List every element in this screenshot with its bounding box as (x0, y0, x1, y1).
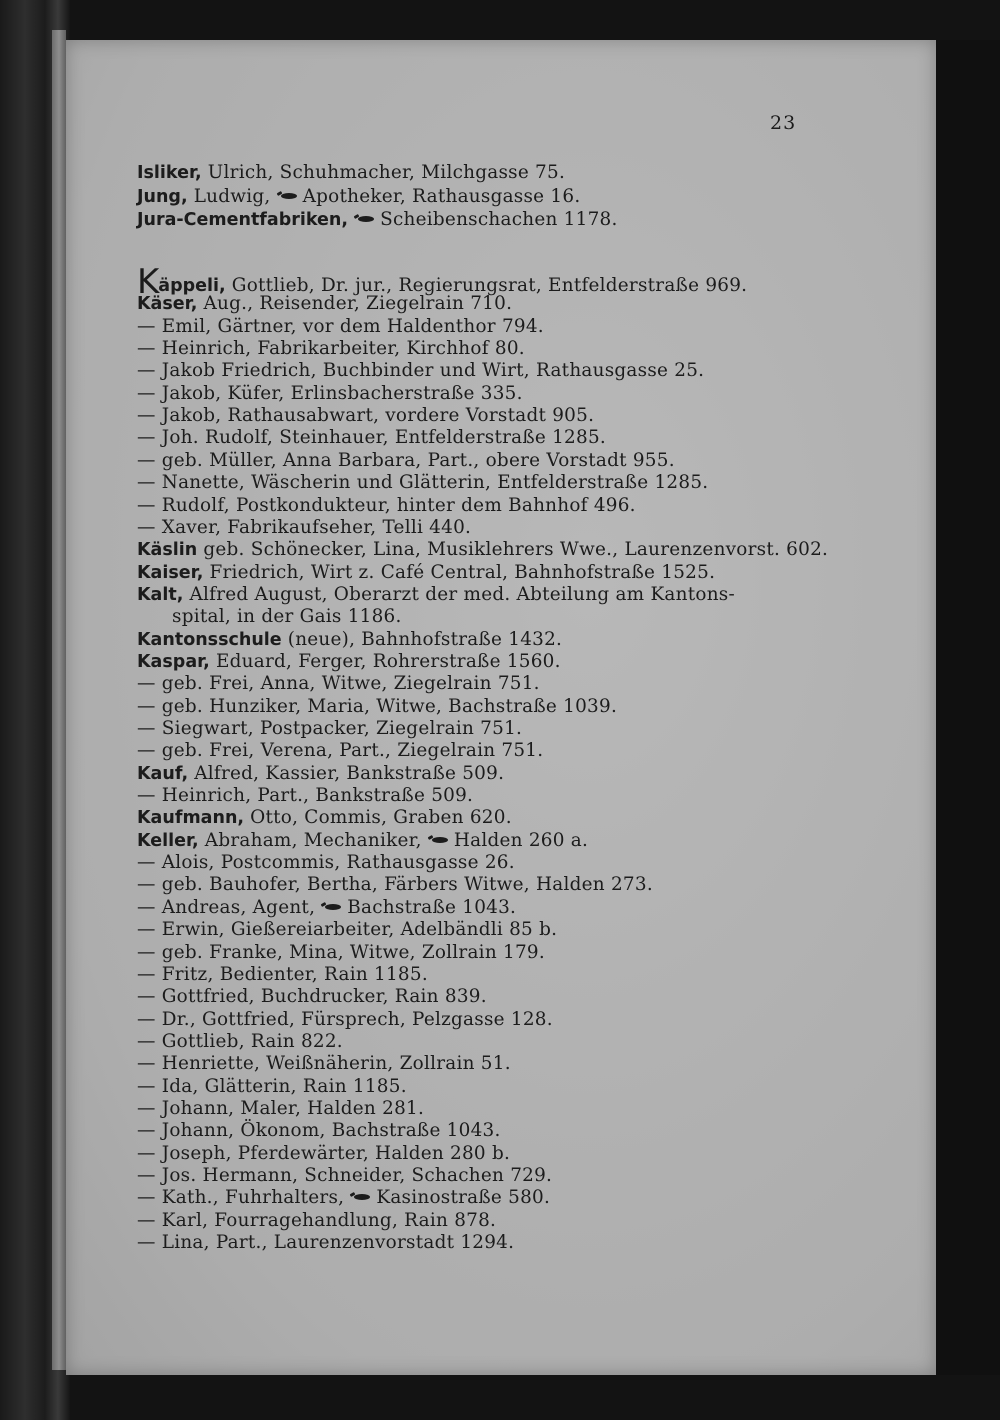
entry-text: — Heinrich, Fabrikarbeiter, Kirchhof 80. (137, 338, 525, 360)
entry-text: Alfred August, Oberarzt der med. Abteilung am Kantons- (183, 583, 735, 605)
directory-entry (137, 942, 545, 964)
entry-text (348, 209, 354, 230)
entry-headword: Keller, (137, 830, 199, 851)
directory-entry (137, 874, 653, 896)
entry-text: Friedrich, Wirt z. Café Central, Bahnhofstraße 1525. (203, 561, 716, 583)
entry-headword: Jura-Cementfabriken, (137, 210, 349, 230)
entry-text: (neue), Bahnhofstraße 1432. (281, 628, 563, 650)
entry-text: — Heinrich, Part., Bankstraße 509. (137, 785, 474, 807)
directory-entry (137, 517, 471, 539)
entry-text: — Ida, Glätterin, Rain 1185. (137, 1075, 407, 1097)
directory-entry (172, 606, 402, 628)
directory-entry (137, 718, 522, 740)
entry-text: — Erwin, Gießereiarbeiter, Adelbändli 85 b. (137, 919, 558, 941)
entry-text: — Nanette, Wäscherin und Glätterin, Entfelderstraße 1285. (137, 472, 709, 494)
directory-entry (137, 763, 504, 785)
directory-entry (137, 562, 715, 584)
entry-text: Otto, Commis, Graben 620. (244, 807, 512, 829)
entry-text: Abraham, Mechaniker, (198, 829, 428, 851)
entry-text: Ludwig, (187, 186, 277, 207)
directory-entry (137, 1165, 552, 1187)
entry-text: — Rudolf, Postkondukteur, hinter dem Bahnhof 496. (137, 494, 636, 516)
entry-text: — Gottlieb, Rain 822. (137, 1030, 343, 1052)
entry-headword: Kaiser, (137, 562, 204, 583)
entry-text: — Jakob, Küfer, Erlinsbacherstraße 335. (137, 382, 523, 404)
directory-entry (137, 338, 525, 360)
directory-entry (137, 740, 543, 762)
directory-entry (137, 986, 487, 1008)
entry-headword: Kaufmann, (137, 808, 245, 829)
directory-entry (137, 1009, 553, 1031)
telephone-icon (354, 1194, 370, 1200)
entry-headword: Kantonsschule (137, 629, 282, 650)
directory-entry (137, 316, 544, 338)
telephone-icon (325, 904, 341, 910)
entry-headword: Käslin (137, 540, 198, 561)
entry-text: — Karl, Fourragehandlung, Rain 878. (137, 1209, 497, 1231)
directory-entry (137, 897, 516, 919)
entry-text: Ulrich, Schuhmacher, Milchgasse 75. (201, 162, 566, 183)
entry-text: — Jakob Friedrich, Buchbinder und Wirt, Rathausgasse 25. (137, 360, 705, 382)
directory-entry (137, 807, 512, 829)
telephone-icon (358, 216, 374, 222)
entry-text: — geb. Franke, Mina, Witwe, Zollrain 179. (137, 941, 545, 963)
entry-text: — Kath., Fuhrhalters, (137, 1187, 351, 1209)
directory-entry (137, 1031, 343, 1053)
entry-text: — Emil, Gärtner, vor dem Haldenthor 794. (137, 315, 544, 337)
section-initial: K (137, 262, 160, 302)
directory-entry (137, 1232, 514, 1254)
entry-address: Bachstraße 1043. (347, 896, 517, 918)
directory-entry (137, 427, 606, 449)
entry-text: — Fritz, Bedienter, Rain 1185. (137, 963, 428, 985)
directory-entry (137, 1120, 501, 1142)
entry-text: — Alois, Postcommis, Rathausgasse 26. (137, 852, 515, 874)
directory-entry (137, 651, 561, 673)
directory-entry (137, 360, 704, 382)
entry-text: Gottlieb, Dr. jur., Regierungsrat, Entfelderstraße 969. (225, 275, 748, 296)
entry-text: Aug., Reisender, Ziegelrain 710. (197, 293, 513, 315)
entry-text: — geb. Frei, Verena, Part., Ziegelrain 751. (137, 740, 544, 762)
entry-text: — Jakob, Rathausabwart, vordere Vorstadt 905. (137, 405, 595, 427)
directory-entry (137, 830, 588, 852)
entry-text: — Johann, Ökonom, Bachstraße 1043. (137, 1120, 501, 1142)
entry-text: — Siegwart, Postpacker, Ziegelrain 751. (137, 718, 523, 739)
directory-entry (137, 162, 565, 184)
entry-address: Halden 260 a. (453, 829, 589, 851)
entry-address: Apotheker, Rathausgasse 16. (302, 186, 581, 207)
directory-entry (137, 186, 580, 208)
entry-text: Alfred, Kassier, Bankstraße 509. (188, 762, 505, 784)
entry-headword: Kaspar, (137, 651, 210, 672)
directory-entry (137, 1053, 511, 1075)
entry-text: — Jos. Hermann, Schneider, Schachen 729. (137, 1165, 553, 1186)
entry-text: — geb. Frei, Anna, Witwe, Ziegelrain 751. (137, 673, 540, 695)
entry-text: — Lina, Part., Laurenzenvorstadt 1294. (137, 1232, 515, 1254)
directory-entry (137, 1098, 424, 1120)
entry-text: — geb. Hunziker, Maria, Witwe, Bachstraße 1039. (137, 695, 618, 717)
directory-entry (137, 964, 428, 986)
entry-text: geb. Schönecker, Lina, Musiklehrers Wwe., Laurenzenvorst. 602. (197, 539, 829, 561)
directory-entry (137, 472, 708, 494)
entry-text: spital, in der Gais 1186. (172, 606, 402, 628)
directory-entry (137, 629, 562, 651)
entry-text: — Joh. Rudolf, Steinhauer, Entfelderstraße 1285. (137, 427, 606, 449)
entry-headword: Käser, (137, 294, 198, 315)
entry-text: — Dr., Gottfried, Fürsprech, Pelzgasse 128. (137, 1008, 553, 1030)
telephone-icon (432, 837, 448, 843)
entry-text: — Joseph, Pferdewärter, Halden 280 b. (137, 1142, 511, 1164)
directory-entry (137, 1210, 496, 1232)
directory-entry (137, 852, 515, 874)
directory-entry (137, 405, 594, 427)
entry-text: Eduard, Ferger, Rohrerstraße 1560. (209, 650, 561, 672)
telephone-icon (281, 193, 297, 199)
entry-text: — Henriette, Weißnäherin, Zollrain 51. (137, 1053, 511, 1075)
entry-text: — geb. Müller, Anna Barbara, Part., obere Vorstadt 955. (137, 449, 675, 471)
entry-headword: Jung, (137, 187, 188, 207)
entry-text: — Johann, Maler, Halden 281. (137, 1097, 425, 1119)
entry-address: Kasinostraße 580. (376, 1187, 551, 1209)
entry-text: — geb. Bauhofer, Bertha, Färbers Witwe, Halden 273. (137, 874, 653, 896)
directory-entry (137, 673, 540, 695)
directory-entry (137, 1076, 407, 1098)
entry-text: — Andreas, Agent, (137, 896, 322, 918)
directory-entry (137, 539, 828, 561)
directory-entry (137, 495, 636, 517)
directory-entry (137, 450, 675, 472)
directory-entry (137, 293, 512, 315)
directory-entry (137, 209, 618, 231)
entry-text: — Xaver, Fabrikaufseher, Telli 440. (137, 516, 472, 538)
directory-entry (137, 785, 473, 807)
directory-entry (137, 696, 617, 718)
entry-text: — Gottfried, Buchdrucker, Rain 839. (137, 986, 487, 1008)
entry-headword: äppeli, (158, 276, 226, 296)
entry-headword: Kauf, (137, 763, 189, 784)
directory-entry (137, 1143, 510, 1165)
entry-headword: Kalt, (137, 584, 184, 605)
directory-entry (137, 383, 523, 405)
page-number: 23 (770, 112, 797, 134)
entry-address: Scheibenschachen 1178. (380, 209, 618, 230)
entry-headword: Isliker, (137, 163, 202, 183)
directory-entry (137, 919, 557, 941)
directory-entry (137, 584, 735, 606)
directory-entry (137, 1187, 550, 1209)
